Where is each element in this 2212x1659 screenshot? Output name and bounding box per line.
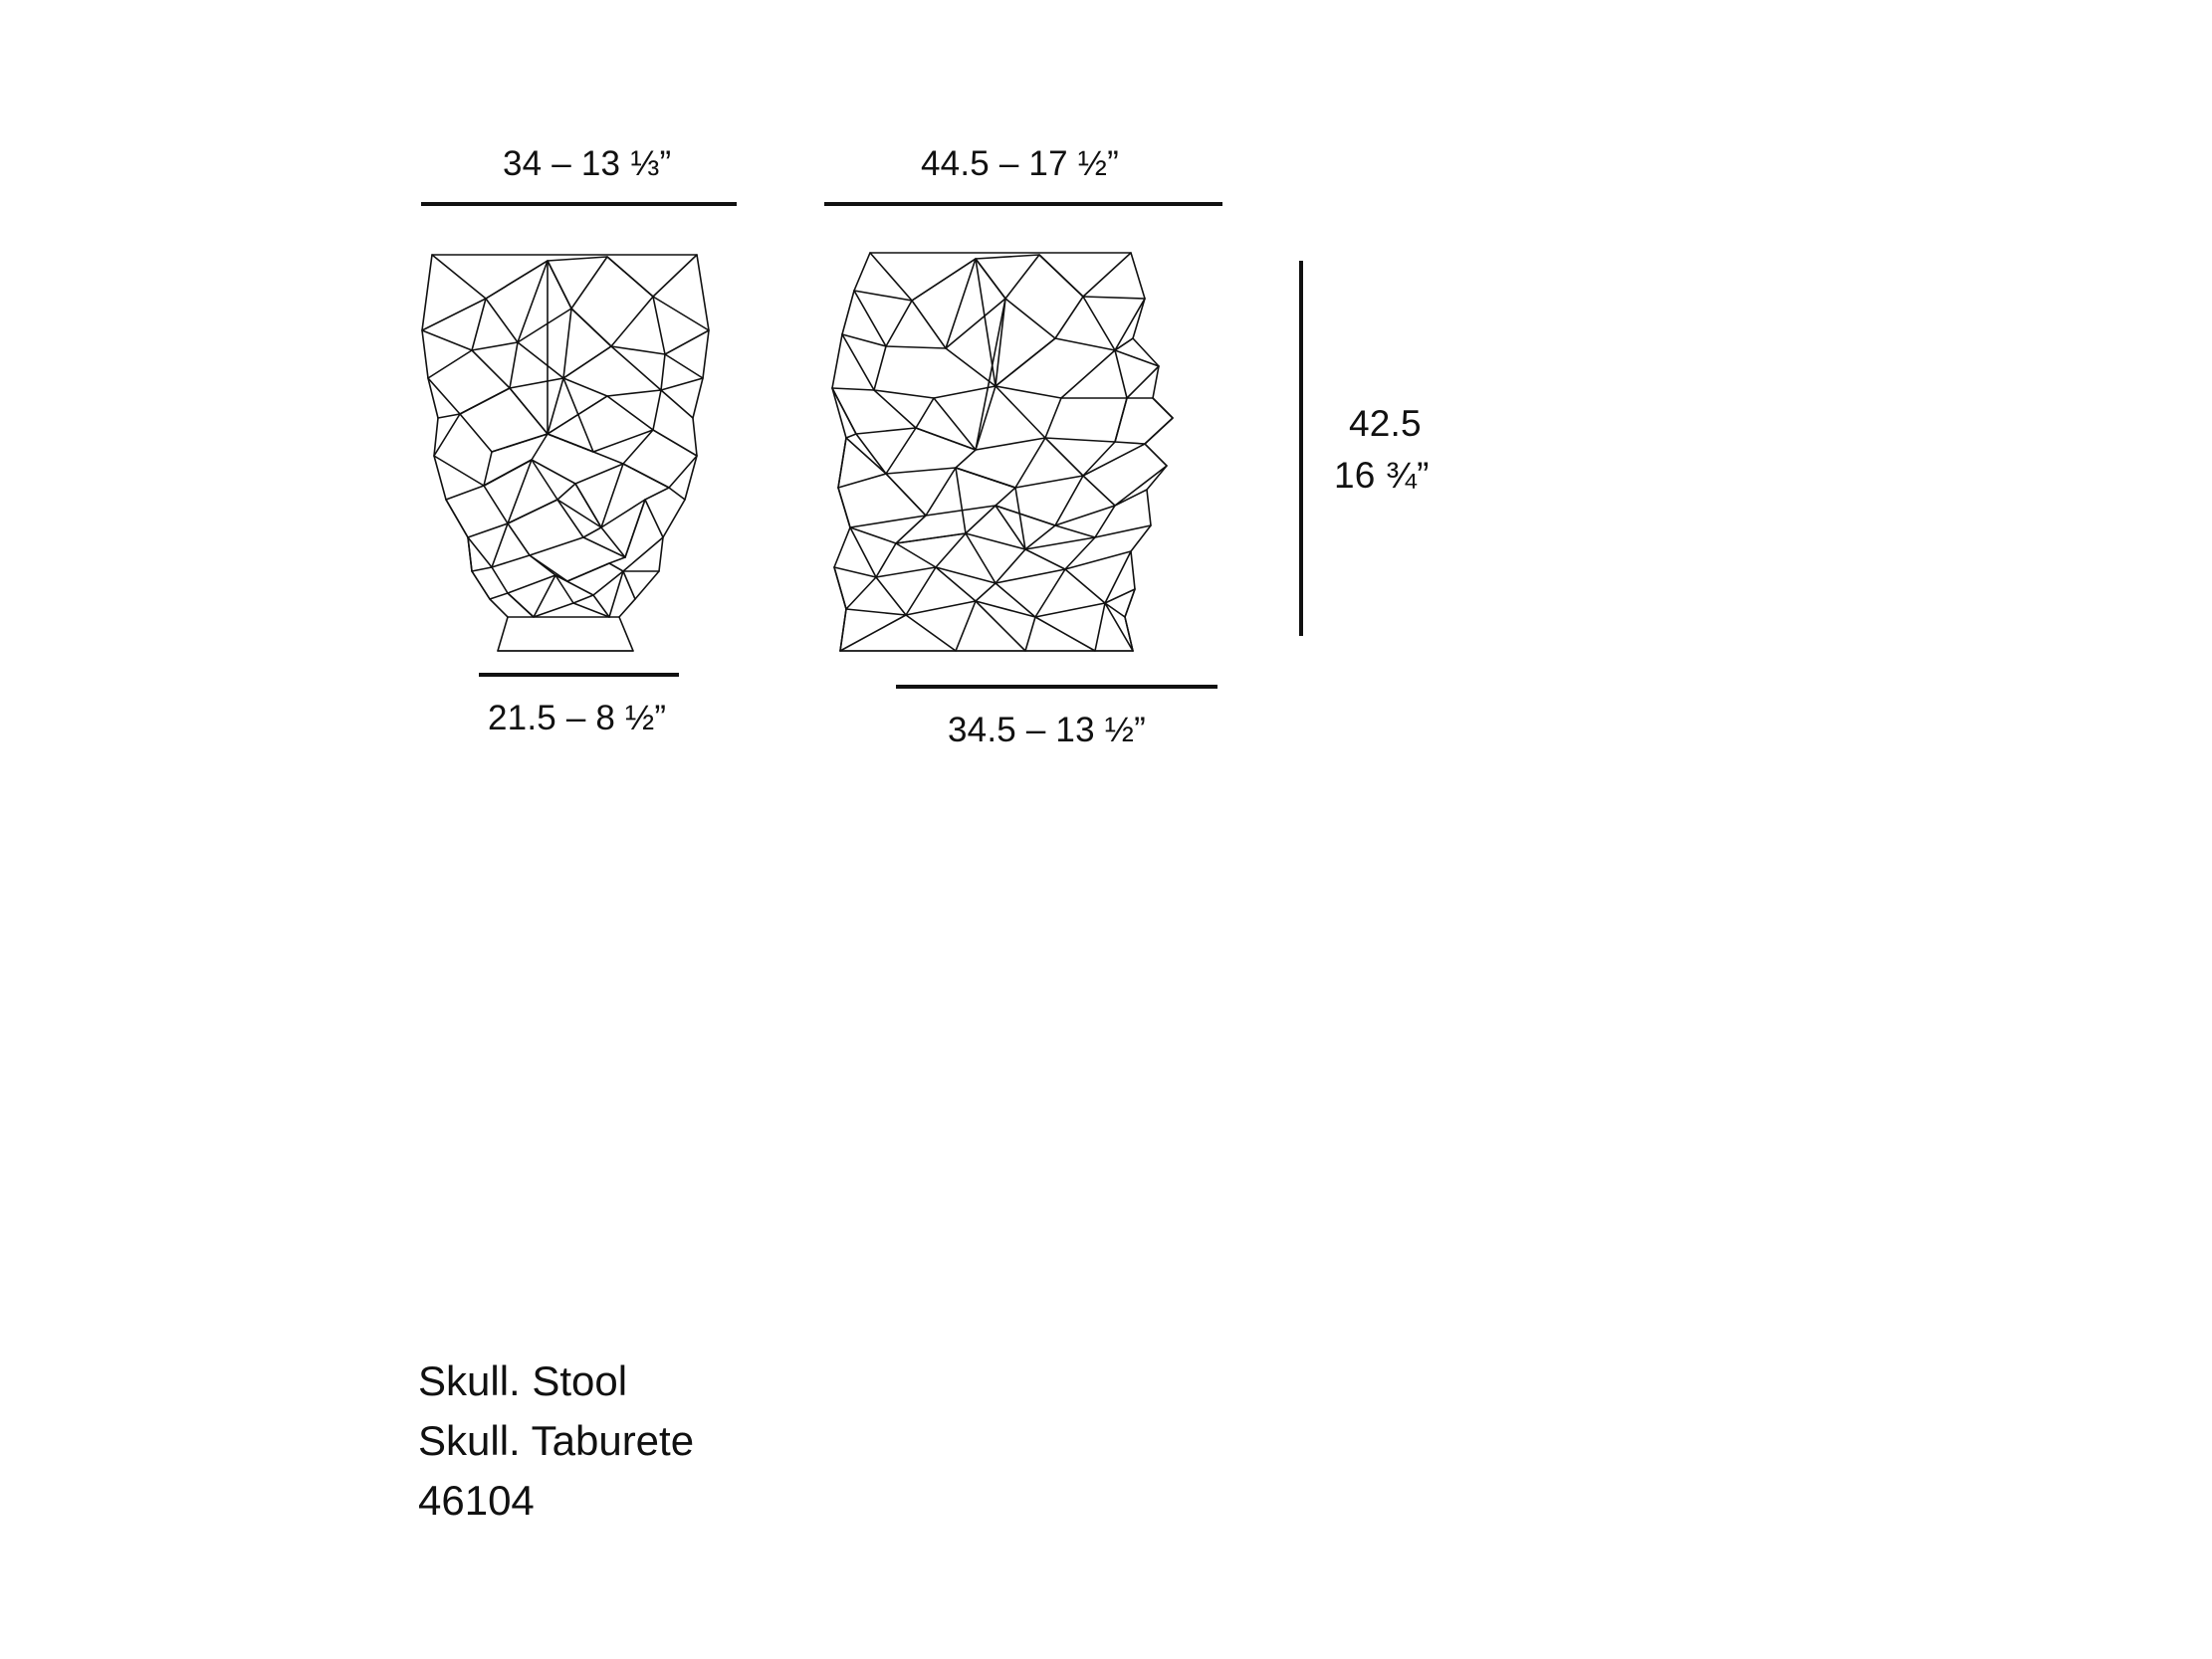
side-width-top-label: 44.5 – 17 ½” (921, 144, 1119, 183)
side-width-top-line (824, 202, 1222, 206)
front-base-width-line (479, 673, 679, 677)
caption-line-es: Skull. Taburete (418, 1417, 695, 1464)
side-elevation-svg (816, 239, 1234, 657)
height-label-cm: 42.5 (1349, 403, 1422, 444)
side-base-width-label: 34.5 – 13 ½” (948, 711, 1146, 749)
caption-line-en: Skull. Stool (418, 1357, 628, 1404)
height-label-inches: 16 ¾” (1334, 455, 1430, 496)
front-base-width-label: 21.5 – 8 ½” (488, 699, 667, 737)
front-width-top-label: 34 – 13 ⅓” (503, 144, 672, 183)
side-base-width-line (896, 685, 1217, 689)
height-dimension-line (1299, 261, 1303, 636)
side-elevation-drawing (816, 239, 1234, 662)
front-elevation-drawing (398, 239, 737, 662)
front-width-top-line (421, 202, 737, 206)
product-caption (418, 1351, 694, 1531)
front-elevation-svg (398, 239, 737, 657)
caption-line-code: 46104 (418, 1477, 535, 1524)
